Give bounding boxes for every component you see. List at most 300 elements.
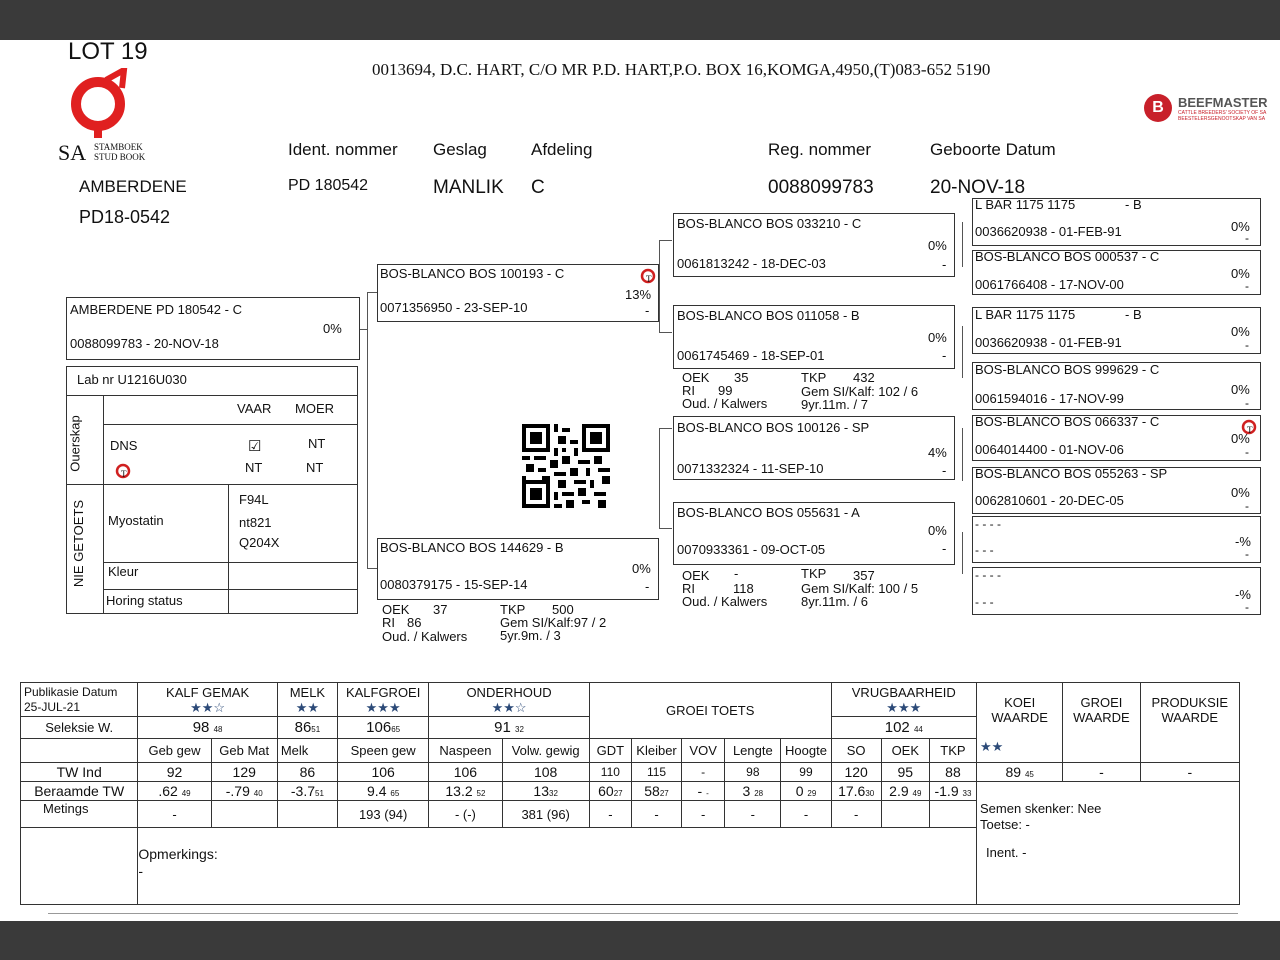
ouerskap-label: Ouerskap [67,415,83,472]
seleksie-acc: 48 [213,725,223,734]
col-header: Geb Mat [211,739,277,763]
sd-oud: Oud. / Kalwers [682,396,768,411]
met-cell: - [138,801,211,828]
ggp-reg: - - - [975,595,994,609]
bw-value: 9.4 [367,783,387,799]
col-header: Volw. gewig [502,739,589,763]
dns-label: DNS [110,438,138,453]
bw-value: 0 [795,783,804,799]
pedigree-ggp-box[interactable] [972,516,1261,563]
tw-cell: 86 [277,763,337,782]
svg-text:T: T [121,469,127,479]
moer-label: MOER [295,401,334,416]
kalfgroei-header [338,683,429,717]
myostatin-nt821: nt821 [239,515,272,530]
ggp-dash: - [1245,396,1249,410]
met-cell: - [682,801,725,828]
dam-oud: Oud. / Kalwers [382,629,468,644]
ggp-name: - - - - [975,568,1001,582]
animal-ident: PD 180542 [288,177,369,194]
kleur-label: Kleur [108,564,139,579]
connector-line [367,292,377,293]
ggp-dash: - [1245,279,1249,293]
bw-cell [682,782,725,801]
performance-table [20,682,1240,905]
bw-value: -.79 [225,783,250,799]
bw-cell [429,782,502,801]
dd-name: BOS-BLANCO BOS 055631 - A [677,505,860,520]
bottom-bar [0,921,1280,960]
ggp-dash: - [1245,338,1249,352]
bw-cell [138,782,211,801]
pedigree-sd-box[interactable] [673,305,955,369]
horing-label: Horing status [106,593,183,608]
met-cell: - [631,801,681,828]
myostatin-q204x: Q204X [239,535,280,550]
met-cell [277,801,337,828]
top-bar [0,0,1280,40]
seleksie-cell [138,717,277,739]
dam-oek-value: 37 [433,602,448,617]
ds-name: BOS-BLANCO BOS 100126 - SP [677,420,870,435]
kalfgroei-label: KALFGROEI [345,684,421,700]
ggp-reg: 0036620938 - 01-FEB-91 [975,335,1122,350]
pedigree-ggp-box[interactable] [972,467,1261,514]
sire-dash: - [645,303,650,318]
bw-cell [589,782,631,801]
bw-value: 13.2 [445,783,473,799]
brand-tag1: CATTLE BREEDERS' SOCIETY OF SA [1178,110,1267,116]
kalf-gemak-header [138,683,277,717]
tw-cell: 95 [881,763,929,782]
bw-acc: 29 [807,789,817,798]
pedigree-dd-box[interactable] [673,502,955,565]
connector-line [962,222,963,267]
moer-nt: NT [306,460,324,475]
studbook-logo-icon [68,68,132,138]
met-cell: - [781,801,831,828]
genetic-test-icon [1241,418,1257,436]
ggp-pct: 0% [1231,266,1250,281]
sd-reg: 0061745469 - 18-SEP-01 [677,348,825,363]
sd-pct: 0% [928,330,947,345]
dd-gem: Gem SI/Kalf: 100 / 5 [801,581,919,596]
ggp-name: BOS-BLANCO BOS 999629 - C [975,362,1160,377]
bw-value: -3.7 [290,783,316,799]
seleksie-value: 106 [366,719,392,736]
bw-acc: - [706,789,709,798]
bw-cell [502,782,589,801]
ggp-reg: 0061766408 - 17-NOV-00 [975,277,1124,292]
produksie-waarde-header: PRODUKSIE WAARDE [1140,683,1239,763]
tw-cell: 110 [589,763,631,782]
genetic-test-icon [115,462,131,480]
nie-getoets-label: NIE GETOETS [71,499,87,588]
bw-value: - [697,783,703,799]
ggp-reg: 0062810601 - 20-DEC-05 [975,493,1124,508]
checked-box-icon: ☑ [248,438,262,455]
header-ident: Ident. nommer [288,140,398,159]
connector-line [367,292,368,568]
dam-tkp-value: 500 [552,602,574,617]
pedigree-ggp-box[interactable] [972,415,1261,461]
col-header: Naspeen [429,739,502,763]
dam-oek-label: OEK [382,602,410,617]
ggp-pct: -% [1235,534,1251,549]
bw-acc: 49 [181,789,191,798]
met-cell: - [831,801,881,828]
dam-gem: Gem SI/Kalf:97 / 2 [500,615,607,630]
tw-cell: 92 [138,763,211,782]
pedigree-ggp-box[interactable] [972,198,1261,246]
ss-reg: 0061813242 - 18-DEC-03 [677,256,826,271]
lab-panel [66,395,358,614]
tw-groei: - [1063,763,1140,782]
seleksie-acc: 44 [913,725,923,734]
col-header: SO [831,739,881,763]
lot-number: LOT 19 [68,38,148,65]
self-name: AMBERDENE PD 180542 - C [70,302,242,317]
pub-date: 25-JUL-21 [24,699,81,714]
seleksie-cell [429,717,590,739]
animal-dob: 20-NOV-18 [930,177,1026,198]
seleksie-value: 102 [884,719,910,736]
pedigree-dam-box[interactable] [377,538,659,600]
bw-acc: 28 [754,789,764,798]
vrugbaarheid-label: VRUGBAARHEID [851,684,956,700]
sire-pct: 13% [625,287,652,302]
dd-tkp-value: 357 [853,568,875,583]
seleksie-value: 98 [192,719,210,736]
ggp-dash: - [1245,445,1249,459]
bw-acc: 27 [613,789,623,798]
col-header: VOV [682,739,725,763]
ggp-dash: - [1245,499,1249,513]
ss-pct: 0% [928,238,947,253]
ggp-pct: -% [1235,587,1251,602]
sd-oek-value: 35 [734,370,749,385]
dd-reg: 0070933361 - 09-OCT-05 [677,542,826,557]
bw-value: 2.9 [889,783,909,799]
bw-cell [631,782,681,801]
bw-cell [831,782,881,801]
pedigree-self-box[interactable] [66,297,360,360]
tw-cell: 129 [211,763,277,782]
ds-dash: - [942,463,947,478]
ggp-reg: 0061594016 - 17-NOV-99 [975,391,1124,406]
dd-ri-value: 118 [733,581,754,596]
melk-header [277,683,337,717]
bw-value: 13 [533,783,549,799]
ggp-name: BOS-BLANCO BOS 055263 - SP [975,466,1168,481]
col-header: Melk [277,739,337,763]
ggp-pct: 0% [1231,485,1250,500]
met-cell [211,801,277,828]
met-cell: - [589,801,631,828]
koei-stars: ★★ [980,739,1004,754]
toetse: Toetse: - [980,816,1030,832]
dns-moer: NT [308,436,326,451]
pedigree-ggp-box[interactable] [972,307,1261,354]
bw-cell [929,782,976,801]
divider [103,396,104,614]
sd-tkp-label: TKP [801,370,827,385]
ggp-reg: - - - [975,543,994,557]
onderhoud-stars: ★★☆ [491,699,527,715]
tw-cell: 98 [725,763,781,782]
col-header: Lengte [725,739,781,763]
met-cell: 381 (96) [502,801,589,828]
vrugbaarheid-header [831,683,976,717]
blank-cell [21,739,138,763]
bw-value: 3 [742,783,751,799]
met-cell [881,801,929,828]
koei-label: KOEI WAARDE [991,695,1048,725]
kalf-gemak-stars: ★★☆ [190,699,226,715]
header-afdeling: Afdeling [531,140,593,159]
col-header: OEK [881,739,929,763]
seleksie-cell [338,717,429,739]
sire-name: BOS-BLANCO BOS 100193 - C [380,266,565,281]
ggp-name: BOS-BLANCO BOS 066337 - C [975,414,1160,429]
bw-acc: 65 [390,789,400,798]
tw-koei [977,763,1063,782]
ggp-name: L BAR 1175 1175 [975,307,1076,322]
blank-cell [977,782,1240,801]
seleksie-acc: 51 [311,725,321,734]
lab-nr-row [66,366,358,396]
brand-name: BEEFMASTER [1178,95,1268,110]
tw-cell: 99 [781,763,831,782]
opmerkings-cell [138,828,977,905]
svg-text:T: T [646,274,652,284]
qr-code-icon [522,424,610,508]
myostatin-f94l: F94L [239,492,269,507]
bw-acc: 33 [962,789,972,798]
animal-reg: 0088099783 [768,177,874,198]
bw-cell [211,782,277,801]
bw-acc: 27 [659,789,669,798]
bw-cell [725,782,781,801]
sd-oek-label: OEK [682,370,710,385]
seleksie-label: Seleksie W. [21,717,138,739]
sd-dash: - [942,348,947,363]
connector-line [659,240,672,241]
footer-rule [48,913,1238,914]
ggp-grade: - B [1125,197,1142,212]
connector-line [962,532,963,574]
melk-label: MELK [289,684,326,700]
bw-value: .62 [158,783,178,799]
connector-line [359,329,367,330]
animal-name: AMBERDENE [79,177,187,196]
dam-dash: - [645,579,650,594]
logo-sa: SA [58,140,87,165]
dam-name: BOS-BLANCO BOS 144629 - B [380,540,564,555]
dd-oek-value: - [734,566,739,581]
seleksie-acc: 65 [391,725,401,734]
ss-dash: - [942,257,947,272]
connector-line [962,326,963,378]
tw-prod: - [1140,763,1239,782]
ggp-pct: 0% [1231,431,1250,446]
connector-line [659,428,660,528]
bw-acc: 32 [549,789,558,798]
bw-acc: 30 [865,789,875,798]
sd-tkp-value: 432 [853,370,875,385]
ggp-dash: - [1245,231,1249,245]
vaar-label: VAAR [237,401,272,416]
ggp-pct: 0% [1231,382,1250,397]
tw-cell: 88 [929,763,976,782]
dam-ri-value: 86 [407,615,422,630]
onderhoud-label: ONDERHOUD [466,684,552,700]
ggp-grade: - B [1125,307,1142,322]
tw-cell: 115 [631,763,681,782]
bw-cell [277,782,337,801]
pedigree-ggp-box[interactable] [972,567,1261,615]
tw-koei-acc: 45 [1024,770,1034,779]
seleksie-value: 91 [494,719,511,736]
dd-dash: - [942,541,947,556]
bw-cell [881,782,929,801]
svg-text:T: T [1247,425,1253,435]
seleksie-cell [277,717,337,739]
bw-label: Beraamde TW [21,782,138,801]
sd-name: BOS-BLANCO BOS 011058 - B [677,308,860,323]
ggp-name: L BAR 1175 1175 [975,197,1076,212]
tw-cell: 106 [338,763,429,782]
pedigree-ggp-box[interactable] [972,362,1261,410]
header-geboorte: Geboorte Datum [930,140,1056,159]
col-header: Geb gew [138,739,211,763]
pedigree-ggp-box[interactable] [972,250,1261,295]
dam-reg: 0080379175 - 15-SEP-14 [380,577,528,592]
dd-pct: 0% [928,523,947,538]
dd-age: 8yr.11m. / 6 [801,594,868,609]
sd-age: 9yr.11m. / 7 [801,397,868,412]
dam-age: 5yr.9m. / 3 [500,628,561,643]
header-reg: Reg. nommer [768,140,871,159]
connector-line [962,428,963,481]
ggp-dash: - [1245,547,1249,561]
pedigree-ss-box[interactable] [673,213,955,277]
kalf-gemak-label: KALF GEMAK [166,684,250,700]
logo-line2: STUD BOOK [94,152,146,162]
met-cell: - [725,801,781,828]
divider [103,562,358,563]
bw-value: 17.6 [838,783,866,799]
col-header: TKP [929,739,976,763]
genetic-test-icon [640,267,656,285]
ggp-name: BOS-BLANCO BOS 000537 - C [975,249,1160,264]
bw-cell [338,782,429,801]
pub-label: Publikasie Datum [24,684,118,699]
col-header: Hoogte [781,739,831,763]
dam-pct: 0% [632,561,651,576]
divider [103,424,358,425]
sire-reg: 0071356950 - 23-SEP-10 [380,300,528,315]
connector-line [367,568,377,569]
lab-nr: Lab nr U1216U030 [77,372,187,387]
bw-acc: 51 [315,789,324,798]
self-reg: 0088099783 - 20-NOV-18 [70,336,219,351]
pub-cell [21,683,138,717]
connector-line [659,528,672,529]
seleksie-acc: 32 [515,725,524,734]
ss-name: BOS-BLANCO BOS 033210 - C [677,216,862,231]
beefmaster-logo-icon: B [1144,94,1172,122]
dam-tkp-label: TKP [500,602,526,617]
animal-code: PD18-0542 [79,207,171,227]
vaar-nt: NT [245,460,263,475]
connector-line [659,332,672,333]
melk-stars: ★★ [295,699,320,715]
tw-koei-value: 89 [1005,764,1022,780]
bw-cell [781,782,831,801]
connector-line [659,240,660,332]
col-header: Speen gew [338,739,429,763]
myostatin-label: Myostatin [108,513,164,528]
opmerkings-value: - [138,863,144,879]
ggp-pct: 0% [1231,219,1250,234]
sd-ri-value: 99 [718,383,733,398]
groei-waarde-header: GROEI WAARDE [1063,683,1140,763]
semen-cell [977,801,1240,905]
bw-acc: 49 [912,789,922,798]
seleksie-value: 86 [294,719,312,736]
animal-geslag: MANLIK [433,177,504,198]
bw-value: -1.9 [934,783,959,799]
sd-gem: Gem SI/Kalf: 102 / 6 [801,384,919,399]
pedigree-sire-box[interactable] [377,264,659,322]
tw-cell: - [682,763,725,782]
owner-line: 0013694, D.C. HART, C/O MR P.D. HART,P.O. BOX 16,KOMGA,4950,(T)083-652 5190 [372,60,991,79]
ggp-dash: - [1245,600,1249,614]
col-header: GDT [589,739,631,763]
inent: Inent. - [986,844,1027,860]
dd-oud: Oud. / Kalwers [682,594,768,609]
col-header: Kleiber [631,739,681,763]
divider [67,484,358,485]
tw-label: TW Ind [21,763,138,782]
ggp-reg: 0036620938 - 01-FEB-91 [975,224,1122,239]
header-geslag: Geslag [433,140,487,159]
logo-line1: STAMBOEK [94,142,143,152]
dam-ri-label: RI [382,615,395,630]
dd-tkp-label: TKP [801,566,827,581]
bw-value: 58 [644,783,660,799]
met-cell: - (-) [429,801,502,828]
ggp-reg: 0064014400 - 01-NOV-06 [975,442,1124,457]
connector-line [659,428,672,429]
tw-cell: 108 [502,763,589,782]
divider [103,589,358,590]
met-cell: 193 (94) [338,801,429,828]
bw-value: 60 [598,783,614,799]
seleksie-cell [831,717,976,739]
met-label: Metings [21,801,138,828]
pedigree-ds-box[interactable] [673,416,955,480]
bw-acc: 52 [476,789,486,798]
ds-pct: 4% [928,445,947,460]
kalfgroei-stars: ★★★ [365,699,401,715]
semen-donor: Semen skenker: Nee [980,800,1102,816]
tw-cell: 106 [429,763,502,782]
bw-acc: 40 [253,789,263,798]
divider [228,484,229,614]
animal-afdeling: C [531,177,545,198]
